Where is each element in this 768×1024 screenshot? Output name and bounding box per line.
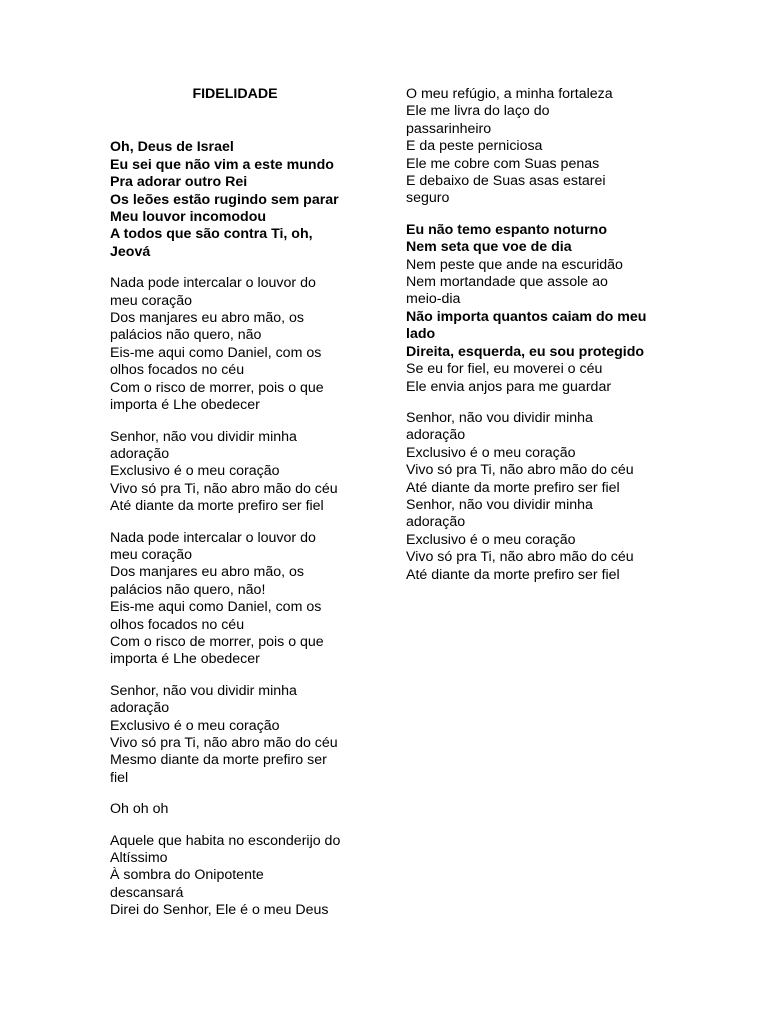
left-column <box>110 86 375 934</box>
stanza <box>110 833 375 920</box>
lyric-line: Direi do Senhor, Ele é o meu Deus <box>110 902 329 919</box>
lyric-line: meu coração <box>110 292 193 309</box>
lyric-line: Nem peste que ande na escuridão <box>406 256 623 273</box>
lyric-line: Exclusivo é o meu coração <box>406 531 576 548</box>
lyric-line: Eis-me aqui como Daniel, com os <box>110 344 322 361</box>
lyric-line: Altíssimo <box>110 850 168 867</box>
lyric-line: palácios não quero, não <box>110 327 262 344</box>
lyric-line: Não importa quantos caiam do meu <box>406 308 647 325</box>
lyric-line: Exclusivo é o meu coração <box>406 444 576 461</box>
stanza <box>406 86 671 208</box>
lyric-line: Nada pode intercalar o louvor do <box>110 275 316 292</box>
lyric-line: Meu louvor incomodou <box>110 209 267 226</box>
song-title: FIDELIDADE <box>192 86 278 102</box>
lyric-line: Nada pode intercalar o louvor do <box>110 529 316 546</box>
lyric-line: Jeová <box>110 243 151 260</box>
lyric-line: lado <box>406 326 436 343</box>
lyric-line: Até diante da morte prefiro ser fiel <box>110 498 324 515</box>
lyric-line: Direita, esquerda, eu sou protegido <box>406 343 645 360</box>
lyric-line: Vivo só pra Ti, não abro mão do céu <box>110 480 338 497</box>
lyric-line: Eu sei que não vim a este mundo <box>110 156 334 173</box>
lyric-line: adoração <box>406 427 466 444</box>
lyric-line: importa é Lhe obedecer <box>110 651 260 668</box>
lyric-line: Oh, Deus de Israel <box>110 139 234 156</box>
lyric-line: Vivo só pra Ti, não abro mão do céu <box>406 549 634 566</box>
lyric-line: meio-dia <box>406 291 461 308</box>
lyric-line: Ele me cobre com Suas penas <box>406 155 600 172</box>
lyric-line: E da peste perniciosa <box>406 138 543 155</box>
lyric-line: Vivo só pra Ti, não abro mão do céu <box>110 735 338 751</box>
stanza <box>110 429 375 516</box>
lyric-line: Ele me livra do laço do <box>406 103 550 120</box>
lyric-line: Eu não temo espanto noturno <box>406 221 607 238</box>
lyric-line: O meu refúgio, a minha fortaleza <box>406 86 613 102</box>
lyric-line: descansará <box>110 884 184 901</box>
lyric-line: Dos manjares eu abro mão, os <box>110 310 304 327</box>
stanza <box>110 801 375 818</box>
lyric-line: meu coração <box>110 546 193 563</box>
lyric-line: Senhor, não vou dividir minha <box>110 682 297 699</box>
lyric-line: Mesmo diante da morte prefiro ser <box>110 752 327 769</box>
stanza <box>406 222 671 396</box>
lyric-line: Até diante da morte prefiro ser fiel <box>406 479 620 496</box>
lyric-line: Pra adorar outro Rei <box>110 174 248 191</box>
lyric-line: passarinheiro <box>406 120 492 137</box>
lyric-line: Eis-me aqui como Daniel, com os <box>110 599 322 616</box>
lyric-line: Com o risco de morrer, pois o que <box>110 379 324 396</box>
stanza <box>110 275 375 414</box>
lyric-line: adoração <box>406 514 466 531</box>
lyric-line: olhos focados no céu <box>110 362 245 379</box>
lyric-line: Aquele que habita no esconderijo do <box>110 832 341 849</box>
lyric-line: Ele envia anjos para me guardar <box>406 378 612 395</box>
lyric-line: A todos que são contra Ti, oh, <box>110 226 313 243</box>
lyric-line: fiel <box>110 769 129 786</box>
lyric-line: Dos manjares eu abro mão, os <box>110 564 304 581</box>
stanza <box>110 139 375 261</box>
right-column <box>406 86 671 598</box>
lyric-line: À sombra do Onipotente <box>110 867 264 884</box>
lyric-line: Senhor, não vou dividir minha <box>110 428 297 445</box>
lyric-line: Se eu for fiel, eu moverei o céu <box>406 361 603 378</box>
lyric-line: Senhor, não vou dividir minha <box>406 409 593 426</box>
lyric-line: Vivo só pra Ti, não abro mão do céu <box>406 462 634 479</box>
stanza <box>110 530 375 669</box>
lyric-line: Até diante da morte prefiro ser fiel <box>406 566 620 583</box>
lyric-line: adoração <box>110 700 170 717</box>
lyric-line: Exclusivo é o meu coração <box>110 463 280 480</box>
lyric-line: Exclusivo é o meu coração <box>110 717 280 734</box>
lyric-line: adoração <box>110 445 170 462</box>
lyric-line: palácios não quero, não! <box>110 581 266 598</box>
lyric-line: olhos focados no céu <box>110 616 245 633</box>
lyric-line: importa é Lhe obedecer <box>110 397 260 414</box>
lyric-line: Nem mortandade que assole ao <box>406 274 608 291</box>
lyric-line: Os leões estão rugindo sem parar <box>110 191 339 208</box>
lyric-line: seguro <box>406 190 450 207</box>
stanza <box>110 683 375 787</box>
lyric-line: Senhor, não vou dividir minha <box>406 496 593 513</box>
lyric-line: Com o risco de morrer, pois o que <box>110 633 324 650</box>
lyric-line: Nem seta que voe de dia <box>406 239 572 256</box>
stanza <box>406 410 671 584</box>
lyric-line: E debaixo de Suas asas estarei <box>406 173 606 190</box>
lyric-line: Oh oh oh <box>110 801 169 818</box>
